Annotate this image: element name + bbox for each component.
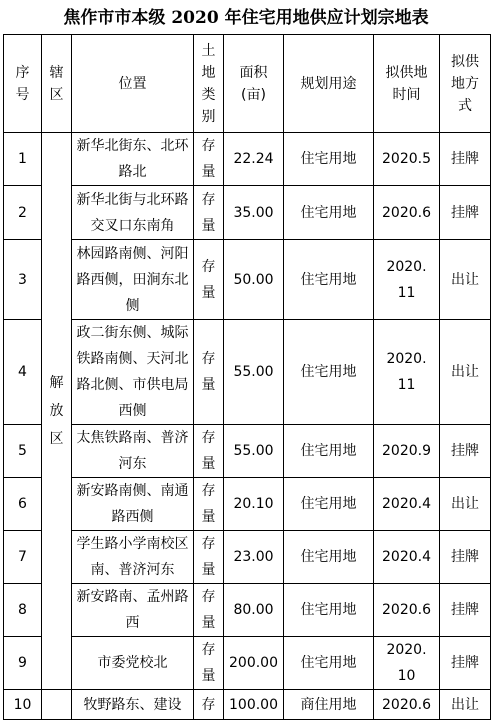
- header-seq: 序号: [4, 35, 42, 133]
- cell-time: 2020.11: [374, 240, 440, 320]
- land-supply-table: [3, 34, 491, 720]
- table-row: [4, 478, 491, 531]
- header-area: 面积(亩): [224, 35, 284, 133]
- cell-use: 住宅用地: [284, 531, 374, 584]
- table-row: [4, 425, 491, 478]
- cell-location: 新华北街与北环路交叉口东南角: [72, 186, 194, 240]
- cell-seq: 6: [4, 478, 42, 531]
- cell-time: 2020.11: [374, 320, 440, 425]
- cell-method: 出让: [440, 320, 491, 425]
- cell-seq: 7: [4, 531, 42, 584]
- cell-use: 住宅用地: [284, 637, 374, 690]
- cell-land-type: 存量: [194, 133, 224, 186]
- cell-area: 200.00: [224, 637, 284, 690]
- cell-location: 林园路南侧、河阳路西侧，田涧东北侧: [72, 240, 194, 320]
- cell-use: 商住用地: [284, 690, 374, 720]
- cell-seq: 5: [4, 425, 42, 478]
- header-location: 位置: [72, 35, 194, 133]
- cell-seq: 4: [4, 320, 42, 425]
- cell-use: 住宅用地: [284, 133, 374, 186]
- cell-use: 住宅用地: [284, 425, 374, 478]
- table-row: [4, 186, 491, 240]
- cell-method: 挂牌: [440, 584, 491, 637]
- cell-time: 2020.6: [374, 186, 440, 240]
- table-row: [4, 637, 491, 690]
- cell-method: 挂牌: [440, 531, 491, 584]
- header-supply-method: 拟供地方式: [440, 35, 491, 133]
- header-land-type: 土地类别: [194, 35, 224, 133]
- cell-time: 2020.5: [374, 133, 440, 186]
- cell-time: 2020.9: [374, 425, 440, 478]
- table-row: [4, 133, 491, 186]
- cell-land-type: 存量: [194, 320, 224, 425]
- cell-time: 2020.6: [374, 690, 440, 720]
- cell-seq: 2: [4, 186, 42, 240]
- table-row: [4, 690, 491, 720]
- cell-time: 2020.10: [374, 637, 440, 690]
- cell-seq: 9: [4, 637, 42, 690]
- cell-land-type: 存量: [194, 425, 224, 478]
- header-row: [4, 35, 491, 133]
- cell-use: 住宅用地: [284, 478, 374, 531]
- table-row: [4, 531, 491, 584]
- cell-seq: 10: [4, 690, 42, 720]
- cell-method: 出让: [440, 478, 491, 531]
- cell-land-type: 存量: [194, 637, 224, 690]
- cell-use: 住宅用地: [284, 320, 374, 425]
- header-use: 规划用途: [284, 35, 374, 133]
- cell-district: 解放区: [42, 133, 72, 690]
- cell-use: 住宅用地: [284, 584, 374, 637]
- cell-seq: 1: [4, 133, 42, 186]
- cell-area: 100.00: [224, 690, 284, 720]
- cell-area: 55.00: [224, 320, 284, 425]
- cell-location: 新华北街东、北环路北: [72, 133, 194, 186]
- cell-method: 挂牌: [440, 186, 491, 240]
- header-district: 辖区: [42, 35, 72, 133]
- cell-method: 出让: [440, 690, 491, 720]
- cell-use: 住宅用地: [284, 186, 374, 240]
- cell-method: 出让: [440, 240, 491, 320]
- cell-area: 80.00: [224, 584, 284, 637]
- cell-land-type: 存量: [194, 531, 224, 584]
- table-row: [4, 240, 491, 320]
- cell-land-type: 存: [194, 690, 224, 720]
- cell-time: 2020.4: [374, 531, 440, 584]
- cell-time: 2020.6: [374, 584, 440, 637]
- cell-area: 35.00: [224, 186, 284, 240]
- cell-seq: 8: [4, 584, 42, 637]
- cell-method: 挂牌: [440, 133, 491, 186]
- table-row: [4, 584, 491, 637]
- cell-area: 23.00: [224, 531, 284, 584]
- cell-location: 政二街东侧、城际铁路南侧、天河北路北侧、市供电局西侧: [72, 320, 194, 425]
- cell-method: 挂牌: [440, 637, 491, 690]
- cell-land-type: 存量: [194, 240, 224, 320]
- cell-area: 22.24: [224, 133, 284, 186]
- cell-land-type: 存量: [194, 478, 224, 531]
- cell-area: 55.00: [224, 425, 284, 478]
- cell-location: 新安路南、孟州路西: [72, 584, 194, 637]
- cell-land-type: 存量: [194, 186, 224, 240]
- cell-district-empty: [42, 690, 72, 720]
- cell-method: 挂牌: [440, 425, 491, 478]
- cell-location: 太焦铁路南、普济河东: [72, 425, 194, 478]
- cell-location: 市委党校北: [72, 637, 194, 690]
- cell-use: 住宅用地: [284, 240, 374, 320]
- cell-location: 学生路小学南校区南、普济河东: [72, 531, 194, 584]
- cell-location: 新安路南侧、南通路西侧: [72, 478, 194, 531]
- table-row: [4, 320, 491, 425]
- cell-land-type: 存量: [194, 584, 224, 637]
- header-supply-time: 拟供地时间: [374, 35, 440, 133]
- cell-time: 2020.4: [374, 478, 440, 531]
- cell-seq: 3: [4, 240, 42, 320]
- cell-location: 牧野路东、建设: [72, 690, 194, 720]
- cell-area: 50.00: [224, 240, 284, 320]
- page-title: 焦作市市本级 2020 年住宅用地供应计划宗地表: [63, 8, 429, 28]
- cell-area: 20.10: [224, 478, 284, 531]
